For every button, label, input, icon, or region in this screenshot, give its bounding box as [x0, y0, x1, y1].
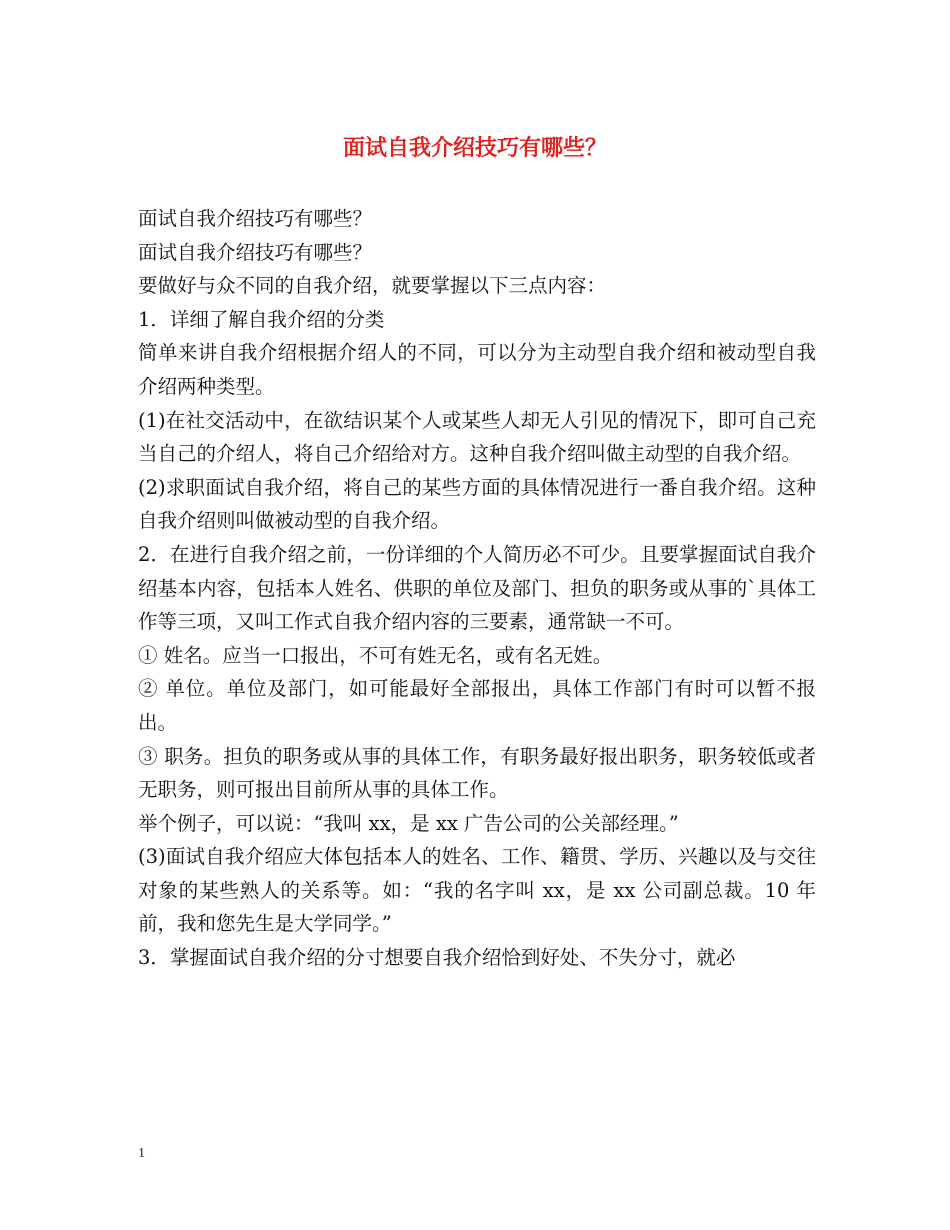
paragraph: 面试自我介绍技巧有哪些？ — [138, 207, 373, 230]
paragraph: ③ 职务。担负的职务或从事的具体工作，有职务最好报出职务，职务较低或者无职务，则可报出目前所从事的具体工作。 — [138, 744, 816, 802]
page-number: 1 — [138, 1146, 145, 1161]
paragraph: 1．详细了解自我介绍的分类 — [138, 307, 385, 331]
paragraph: 面试自我介绍技巧有哪些？ — [138, 240, 373, 264]
paragraph: (1)在社交活动中，在欲结识某个人或某些人却无人引见的情况下，即可自己充当自己的介绍人，将自己介绍给对方。这种自我介绍叫做主动型的自我介绍。 — [138, 408, 816, 466]
paragraph: 2．在进行自我介绍之前，一份详细的个人简历必不可少。且要掌握面试自我介绍基本内容，包括本人姓名、供职的单位及部门、担负的职务或从事的`具体工作等三项，又叫工作式自我介绍内容的三要素，通常缺一不可。 — [138, 542, 816, 634]
paragraph: 举个例子，可以说：“我叫 xx，是 xx 广告公司的公关部经理。” — [138, 811, 679, 835]
paragraph: (3)面试自我介绍应大体包括本人的姓名、工作、籍贯、学历、兴趣以及与交往对象的某些熟人的关系等。如：“我的名字叫 xx，是 xx 公司副总裁。10 年前，我和您先生是大学同学。” — [138, 845, 816, 936]
paragraph: 3．掌握面试自我介绍的分寸想要自我介绍恰到好处、不失分寸，就必 — [138, 946, 736, 970]
paragraph: (2)求职面试自我介绍，将自己的某些方面的具体情况进行一番自我介绍。这种自我介绍则叫做被动型的自我介绍。 — [138, 475, 816, 533]
paragraph: 要做好与众不同的自我介绍，就要掌握以下三点内容： — [138, 274, 607, 298]
paragraph: ① 姓名。应当一口报出，不可有姓无名，或有名无姓。 — [138, 643, 613, 667]
page-title: 面试自我介绍技巧有哪些？ — [342, 135, 607, 161]
document-body — [138, 202, 816, 975]
paragraph: 简单来讲自我介绍根据介绍人的不同，可以分为主动型自我介绍和被动型自我介绍两种类型。 — [138, 341, 816, 398]
paragraph: ② 单位。单位及部门，如可能最好全部报出，具体工作部门有时可以暂不报出。 — [138, 677, 816, 734]
